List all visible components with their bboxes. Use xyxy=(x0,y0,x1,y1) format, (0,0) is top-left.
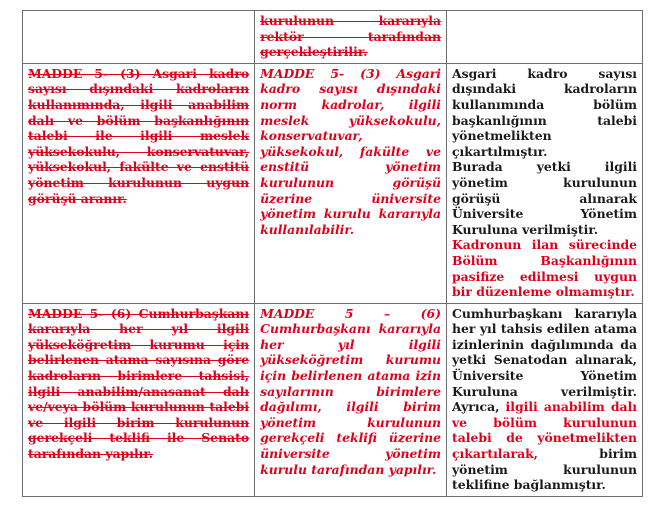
rationale-paragraph xyxy=(452,306,637,493)
rationale-text: Ayrıca, xyxy=(451,399,506,415)
table-row xyxy=(23,63,643,303)
current-text-cell xyxy=(23,303,255,496)
table-row xyxy=(23,303,643,496)
rationale-text: birim yönetim kurulunun teklifine bağlanmıştır. xyxy=(451,446,637,493)
table-row xyxy=(23,11,643,64)
rationale-text: ilgili anabilim dalı ve bölüm kurulunun talebi de yönetmelikten çıkartılarak, xyxy=(451,399,637,462)
current-text: MADDE 5- (6) Cumhurbaşkanı kararıyla her yıl ilgili yükseköğretim kurumu için belirlenen atama sayısına göre kadroların birimlere tahsisi, ilgili anabilim/anasanat dalı ve/veya bölüm kurulunun talebi ve ilgili birim kurulunun gerekçeli teklifi ile Senato tarafından yapılır. xyxy=(28,305,250,462)
rationale-text: Cumhurbaşkanı kararıyla her yıl tahsis edilen atama izinlerinin dağılımında da yetki Senatodan alınarak, Üniversite Yönetim Kuruluna verilmiştir. xyxy=(451,305,637,399)
proposed-text: MADDE 5 – (6) Cumhurbaşkanı kararıyla her yıl ilgili yükseköğretim kurumu için belirlenen atama izin sayılarının birimlere dağılımı, ilgili birim yönetim kurulunun gerekçeli teklifi üzerine üniversite yönetim kurulu tarafından yapılır. xyxy=(260,305,441,477)
current-text-cell xyxy=(23,63,255,303)
rationale-cell xyxy=(446,303,642,496)
comparison-table xyxy=(22,10,643,497)
proposed-text: kurulunun kararıyla rektör tarafından gerçekleştirilir. xyxy=(260,13,441,60)
proposed-text: MADDE 5- (3) Asgari kadro sayısı dışındaki norm kadrolar, ilgili meslek yüksekokulu, konservatuvar, yüksekokul, fakülte ve enstitü yönetim kurulunun görüşü üzerine üniversite yönetim kurulu kararıyla kullanılabilir. xyxy=(260,65,441,237)
current-text: MADDE 5- (3) Asgari kadro sayısı dışındaki kadroların kullanımında, ilgili anabilim dalı ve bölüm başkanlığının talebi ile ilgili meslek yüksekokulu, konservatuvar, yüksekokul, fakülte ve enstitü yönetim kurulunun uygun görüşü aranır. xyxy=(28,65,250,206)
rationale-paragraph: Kadronun ilan sürecinde Bölüm Başkanlığının pasifize edilmesi uygun bir düzenleme olmamıştır. xyxy=(451,237,637,300)
current-text-cell xyxy=(23,11,255,64)
proposed-text-cell xyxy=(255,63,447,303)
proposed-text-cell xyxy=(255,303,447,496)
rationale-paragraph: Asgari kadro sayısı dışındaki kadroların kullanımında bölüm başkanlığının talebi yönetmelikten çıkartılmıştır. xyxy=(451,65,637,159)
rationale-cell xyxy=(446,11,642,64)
rationale-cell xyxy=(446,63,642,303)
rationale-paragraph: Burada yetki ilgili yönetim kurulunun görüşü alınarak Üniversite Yönetim Kuruluna verilmiştir. xyxy=(451,159,637,237)
proposed-text-cell xyxy=(255,11,447,64)
